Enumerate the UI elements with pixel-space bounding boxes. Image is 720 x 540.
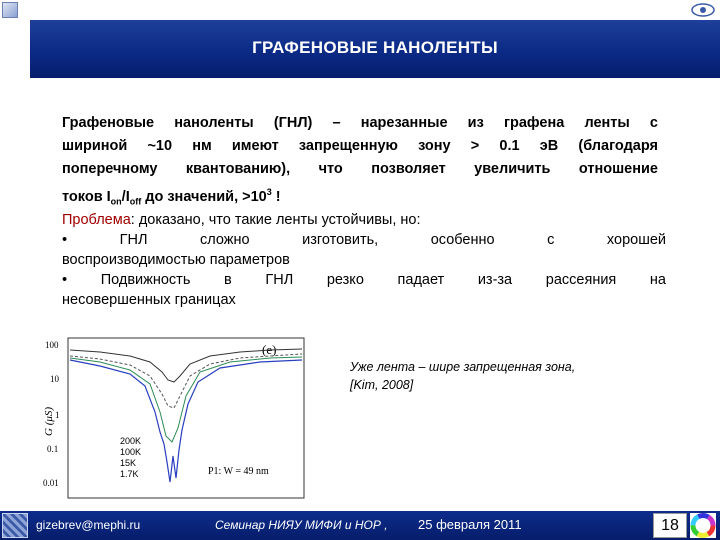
problem-heading: Проблема — [62, 212, 131, 228]
figure-caption — [350, 358, 670, 394]
legend-entry: 100K — [120, 447, 142, 457]
y-tick-label: 0.1 — [47, 444, 59, 454]
intro-line: токов $I_{on}/I_{off}$ до значений, $>10^3$ ! — [62, 187, 281, 207]
top-bar — [0, 0, 720, 20]
caption-line: Уже лента – шире запрещенная зона, — [350, 360, 576, 374]
legend-entry: 200K — [120, 436, 142, 446]
footer-logo-icon — [2, 513, 28, 538]
color-wheel-icon — [690, 513, 716, 538]
page-number: 18 — [653, 513, 687, 538]
title-banner — [30, 20, 720, 78]
intro-line: Графеновые наноленты (ГНЛ) – нарезанные из графена ленты с — [62, 115, 658, 131]
footer-bar — [0, 511, 720, 540]
intro-line: шириной ~10 нм имеют запрещенную зону > 0.1 эВ (благодаря — [62, 138, 658, 154]
footer-date: 25 февраля 2011 — [418, 517, 522, 532]
intro-paragraph — [62, 112, 658, 214]
legend-entry: 15K — [120, 458, 137, 468]
footer-seminar: Семинар НИЯУ МИФИ и НОР , — [215, 518, 388, 532]
side-band — [0, 20, 30, 78]
problem-line: воспроизводимостью параметров — [62, 252, 290, 268]
caption-line: [Kim, 2008] — [350, 378, 414, 392]
footer-email: gizebrev@mephi.ru — [36, 518, 141, 532]
legend-entry: 1.7K — [120, 469, 139, 479]
problem-line: Проблема: доказано, что такие ленты устойчивы, но: — [62, 212, 421, 228]
y-tick-label: 10 — [50, 374, 59, 384]
width-annotation: P1: W = 49 nm — [208, 466, 269, 477]
university-logo-icon — [690, 0, 716, 20]
y-axis-label: G (μS) — [43, 406, 55, 436]
problem-line: • Подвижность в ГНЛ резко падает из-за рассеяния на — [62, 272, 666, 288]
logo-left-icon — [2, 2, 18, 18]
conductance-graph — [40, 332, 310, 510]
y-tick-label: 1 — [55, 410, 60, 420]
y-tick-label: 100 — [45, 340, 59, 350]
intro-line: поперечному квантованию), что позволяет увеличить отношение — [62, 161, 658, 177]
problem-line: несовершенных границах — [62, 292, 236, 308]
panel-label: (e) — [262, 342, 277, 357]
y-tick-label: 0.01 — [43, 478, 59, 488]
problem-line: • ГНЛ сложно изготовить, особенно с хорошей — [62, 232, 666, 248]
slide-title: ГРАФЕНОВЫЕ НАНОЛЕНТЫ — [252, 38, 498, 57]
problem-block — [62, 210, 666, 310]
